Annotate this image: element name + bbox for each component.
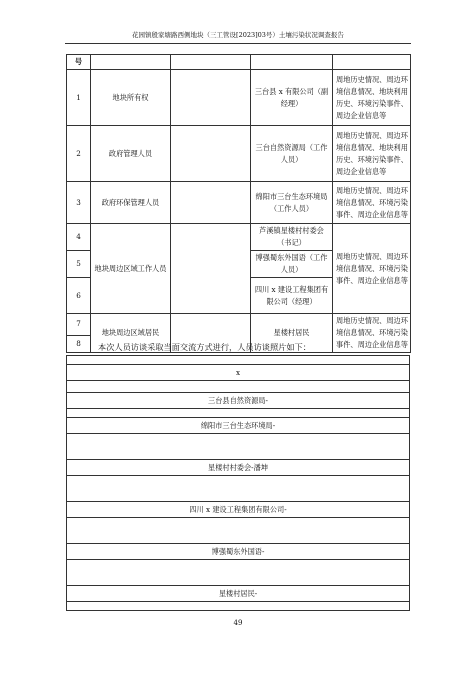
- interviewee-category: 政府管理人员: [91, 126, 171, 182]
- row-number: 3: [67, 182, 91, 224]
- interviewee-unit: 四川 x 建设工程集团有限公司（经理）: [251, 278, 333, 314]
- interviewee-unit: 博强蜀东外国语（工作人员）: [251, 251, 333, 278]
- interviewee-category: 地块周边区域居民: [91, 314, 171, 353]
- row-number: 1: [67, 70, 91, 126]
- interview-targets-table: [66, 54, 411, 353]
- interviewee-category: 地块所有权: [91, 70, 171, 126]
- interviewee-unit: 三台自然资源局（工作人员）: [251, 126, 333, 182]
- photo-cell: [67, 602, 410, 611]
- interviewee-unit: 星楼村居民: [251, 314, 333, 353]
- photo-cell: [67, 434, 410, 460]
- table-row: [67, 224, 411, 251]
- photo-caption: 星楼村村委会-潘坤: [67, 460, 410, 476]
- row-number: 5: [67, 251, 91, 278]
- intro-paragraph: 本次人员访谈采取当面交流方式进行，人员访谈照片如下：: [98, 342, 311, 352]
- photo-caption: 三台县自然资源局-: [67, 393, 410, 409]
- blank-cell: [171, 182, 251, 224]
- photo-caption: x: [67, 365, 410, 381]
- header-rule: [65, 43, 411, 44]
- blank-cell: [171, 224, 251, 314]
- photo-cell: [67, 409, 410, 418]
- photo-table: [66, 355, 410, 611]
- interview-content: 周地历史情况、周边环境信息情况、环境污染事件、周边企业信息等: [333, 314, 411, 353]
- photo-cell: [67, 356, 410, 365]
- photo-cell: [67, 381, 410, 393]
- header-cell-blank: [251, 55, 333, 70]
- header-cell-blank: [91, 55, 171, 70]
- photo-cell: [67, 476, 410, 502]
- row-number: 2: [67, 126, 91, 182]
- photo-caption: 绵阳市三台生态环境局-: [67, 418, 410, 434]
- header-cell-blank: [171, 55, 251, 70]
- photo-caption: 星楼村居民-: [67, 586, 410, 602]
- table-row: [67, 70, 411, 126]
- page-number: 49: [233, 619, 243, 627]
- page-header: 花园镇殷家塘路西侧地块（三工管设[2023]03号）土壤污染状况调查报告: [132, 31, 344, 39]
- interview-content: 周地历史情况、周边环境信息情况、环境污染事件、周边企业信息等: [333, 224, 411, 314]
- interviewee-unit: 芦溪镇星楼村村委会（书记）: [251, 224, 333, 251]
- photo-caption: 博强蜀东外国语-: [67, 544, 410, 560]
- interview-content: 周地历史情况、周边环境信息情况、地块利用历史、环境污染事件、周边企业信息等: [333, 70, 411, 126]
- interviewee-unit: 三台县 x 有限公司（副经理）: [251, 70, 333, 126]
- interview-content: 周地历史情况、周边环境信息情况、环境污染事件、周边企业信息等: [333, 182, 411, 224]
- blank-cell: [171, 126, 251, 182]
- table-row: [67, 126, 411, 182]
- interviewee-unit: 绵阳市三台生态环境局（工作人员）: [251, 182, 333, 224]
- table-header-row: [67, 55, 411, 70]
- photo-cell: [67, 560, 410, 586]
- interviewee-category: 政府环保管理人员: [91, 182, 171, 224]
- row-number: 4: [67, 224, 91, 251]
- row-number: 6: [67, 278, 91, 314]
- interviewee-category: 地块周边区域工作人员: [91, 224, 171, 314]
- table-row: [67, 314, 411, 336]
- row-number: 7: [67, 314, 91, 336]
- photo-cell: [67, 518, 410, 544]
- blank-cell: [171, 70, 251, 126]
- interview-content: 周地历史情况、周边环境信息情况、地块利用历史、环境污染事件、周边企业信息等: [333, 126, 411, 182]
- photo-caption: 四川 x 建设工程集团有限公司-: [67, 502, 410, 518]
- header-cell-number: 号: [67, 55, 91, 70]
- table-row: [67, 182, 411, 224]
- header-cell-blank: [333, 55, 411, 70]
- row-number: 8: [67, 335, 91, 352]
